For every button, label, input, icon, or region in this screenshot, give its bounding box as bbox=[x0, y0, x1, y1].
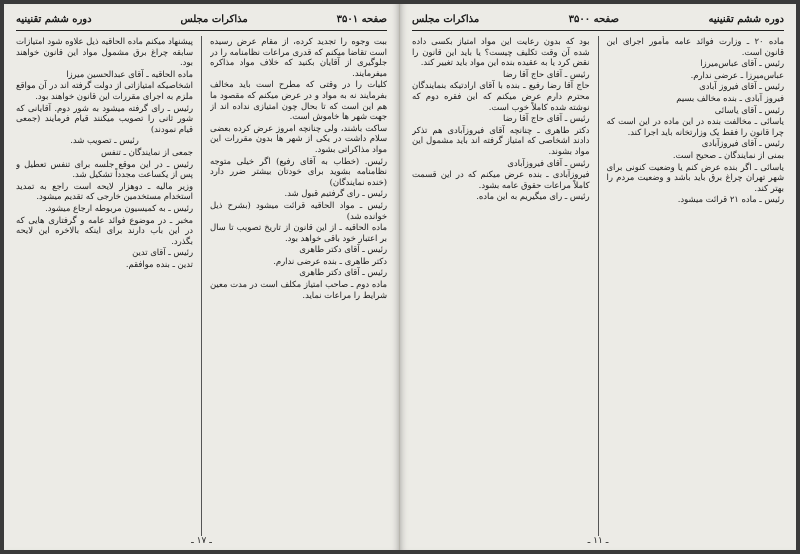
page-title: مذاکرات مجلس bbox=[412, 13, 480, 25]
left-page bbox=[4, 4, 400, 550]
paragraph: رئیس ـ به کمیسیون مربوطه ارجاع میشود. bbox=[45, 202, 193, 213]
paragraph: عباس‌میرزا ـ عرضی ندارم. bbox=[690, 69, 784, 80]
text-column-right bbox=[210, 36, 387, 536]
column-divider bbox=[598, 36, 599, 536]
paragraph: رئیس ـ آقای حاج آقا رضا bbox=[502, 68, 590, 79]
paragraph: ماده دوم ـ صاحب امتیاز مکلف است در مدت معین شرایط را مراعات نماید. bbox=[210, 279, 387, 300]
paragraph: ببت وجوه را تجدید کرده، از مقام عرض رسیده است تقاضا میکنم که قدری مراعات نظامنامه را در جلوگیری از آقایان بکنید که خلاف مواد مذاکره میفرمایند. bbox=[210, 36, 387, 78]
page-label: صفحه ۳۵۰۰ bbox=[568, 13, 620, 25]
paragraph: بود که بدون رعایت این مواد امتیاز بکسی داده شده آن وقت تکلیف چیست؟ یا باید این قانون را نقض کرد یا به عقیده بنده این مواد باید تغییر کند. bbox=[412, 36, 590, 68]
page-number: ـ ۱۷ ـ bbox=[191, 536, 212, 546]
paragraph: رئیس ـ در این موقع جلسه برای تنفس تعطیل و پس از یکساعت مجدداً تشکیل شد. bbox=[16, 158, 193, 180]
paragraph: رئیس ـ آقای یاسائی bbox=[714, 104, 784, 115]
paragraph: پیشنهاد میکنم ماده الحاقیه ذیل علاوه شود امتیازات سابقه چراغ برق مشمول مواد این قانون خواهند بود. bbox=[16, 36, 193, 68]
paragraph: رئیس ـ ماده ۲۱ قرائت میشود. bbox=[677, 194, 784, 205]
paragraph: ماده الحاقیه ـ از این قانون از تاریخ تصویب تا سال بر اعتبار خود باقی خواهد بود. bbox=[210, 222, 387, 243]
paragraph: رئیس ـ آقای تدین bbox=[132, 247, 193, 258]
paragraph: رئیس ـ آقای حاج آقا رضا bbox=[502, 113, 590, 124]
paragraph: فیروز آبادی ـ بنده مخالف بسیم bbox=[676, 92, 784, 103]
left-page-header bbox=[16, 10, 387, 31]
paragraph: یاسائی ـ اگر بنده عرض کنم یا وضعیت کنونی برای شهر تهران چراغ برق باید باشد و وضعیت مردم را بهتر کند. bbox=[606, 161, 784, 193]
paragraph: دکتر طاهری ـ چنانچه آقای فیروزآبادی هم تذکر دادند اشخاصی که امتیاز گرفته اند باید مشمول این مواد بشوند. bbox=[412, 124, 590, 156]
paragraph: رئیس ـ آقای فیروز آبادی bbox=[699, 81, 784, 92]
left-page-columns bbox=[16, 36, 387, 536]
paragraph: رئیس ـ آقای فیروزآبادی bbox=[701, 138, 784, 149]
session-label: دوره ششم تقنینیه bbox=[16, 13, 92, 25]
paragraph: رئیس ـ رای گرفتیم قبول شد. bbox=[284, 188, 387, 199]
paragraph: وزیر مالیه ـ دوهزار لایحه است راجع به تمدید استخدام مستخدمین خارجی که تقدیم میشود. bbox=[16, 180, 193, 202]
column-divider bbox=[201, 36, 202, 536]
paragraph: رئیس ـ آقای عباس‌میرزا bbox=[700, 58, 784, 69]
page-title: مذاکرات مجلس bbox=[180, 13, 248, 25]
paragraph: ماده ۲۰ ـ وزارت فوائد عامه مأمور اجرای این قانون است. bbox=[606, 36, 784, 57]
paragraph: رئیس ـ آقای دکتر طاهری bbox=[299, 267, 387, 278]
right-page-columns bbox=[412, 36, 784, 536]
paragraph: اشخاصیکه امتیازاتی از دولت گرفته اند در آن مواقع ملزم به اجرای مقررات این قانون خواهند بود. bbox=[16, 80, 193, 101]
paragraph: حاج آقا رضا رفیع ـ بنده با آقای ارادتیکه بنمایندگان محترم دارم عرض میکنم که این فقره دوم که نوشته شده کاملاً خوب است. bbox=[412, 80, 590, 112]
paragraph: دکتر طاهری ـ بنده عرضی ندارم. bbox=[273, 255, 387, 266]
paragraph: رئیس ـ مواد الحاقیه قرائت میشود (بشرح ذیل خوانده شد) bbox=[210, 199, 387, 221]
paragraph: رئیس ـ آقای فیروزآبادی bbox=[507, 157, 590, 168]
paragraph: مخبر ـ در موضوع فوائد عامه و گرفتاری هایی که در این باب دارند برای اینکه بالاخره این لایحه بگذرد. bbox=[16, 214, 193, 246]
text-column-right bbox=[607, 36, 785, 536]
paragraph: رئیس. (خطاب به آقای رفیع) اگر خیلی متوجه نظامنامه بشوید برای خودتان بیشتر ضرر دارد (خنده نمایندگان) bbox=[210, 155, 387, 187]
paragraph: یاسائی ـ مخالفت بنده در این ماده در این است که چرا قانون را فقط یک وزارتخانه باید اجرا کند. bbox=[606, 116, 784, 137]
paragraph: ماده الحاقیه ـ آقای عبدالحسین میرزا bbox=[66, 68, 193, 79]
right-page-header bbox=[412, 10, 784, 31]
paragraph: رئیس ـ آقای دکتر طاهری bbox=[299, 244, 387, 255]
page-label: صفحه ۳۵۰۱ bbox=[336, 13, 387, 25]
paragraph: بمنی از نمایندگان ـ صحیح است. bbox=[672, 149, 784, 160]
paragraph: رئیس ـ تصویب شد. bbox=[70, 135, 139, 146]
page-number: ـ ۱۱ ـ bbox=[587, 536, 609, 546]
book-spread bbox=[4, 4, 796, 550]
paragraph: رئیس ـ رای گرفته میشود به شور دوم. آقایانی که شور ثانی را تصویب میکنند قیام فرمایند (جمعی قیام نمودند) bbox=[16, 102, 193, 134]
paragraph: ساکت باشند، ولی چنانچه امروز عرض کرده بعضی سلام داشت در یکی از شهر ها بدون مقررات این مواد مذاکراتی بشود. bbox=[210, 122, 387, 154]
text-column-left bbox=[16, 36, 193, 536]
text-column-left bbox=[412, 36, 590, 536]
paragraph: کلیات را در وقتی که مطرح است باید مخالف بفرمایند نه به مواد و در عرض میکنم که مقصود ما هم این است که تا بحال چون امتیازی نداده اند از جهت شهر ها خاموش است. bbox=[210, 79, 387, 122]
paragraph: فیروزآبادی ـ بنده عرض میکنم که در این قسمت کاملاً مراعات حقوق عامه بشود. bbox=[412, 169, 590, 190]
paragraph: تدین ـ بنده موافقم. bbox=[125, 258, 193, 269]
paragraph: جمعی از نمایندگان ـ تنفس bbox=[101, 146, 193, 157]
right-page bbox=[400, 4, 796, 550]
session-label: دوره ششم تقنینیه bbox=[708, 13, 784, 25]
paragraph: رئیس ـ رای میگیریم به این ماده. bbox=[476, 191, 590, 202]
